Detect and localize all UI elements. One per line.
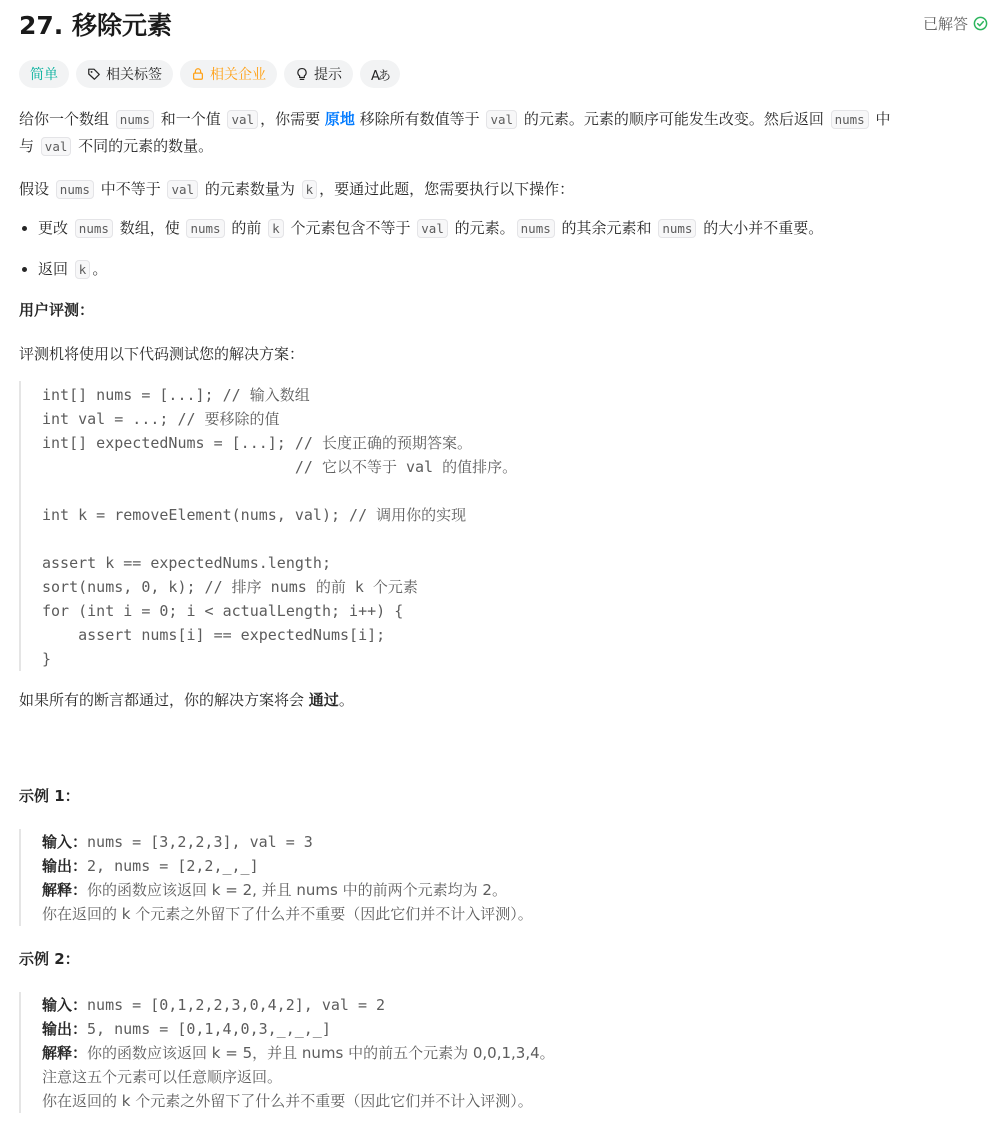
solved-status	[923, 13, 988, 34]
companies-tag[interactable]	[180, 60, 277, 88]
input-value: nums = [3,2,2,3], val = 3	[87, 833, 313, 851]
text: 如果所有的断言都通过，你的解决方案将会	[19, 691, 305, 709]
inline-code: nums	[658, 219, 696, 238]
description-paragraph-2	[19, 176, 987, 203]
title-row	[19, 0, 987, 48]
explain-line: 你的函数应该返回 k = 5，并且 nums 中的前五个元素为 0,0,1,3,4。	[87, 1044, 555, 1062]
example-output	[42, 1017, 987, 1041]
example-1-block	[19, 829, 987, 926]
inline-code: nums	[831, 110, 869, 129]
text: ，你需要	[260, 110, 321, 128]
text: 数组，使	[119, 219, 180, 237]
output-label: 输出：	[42, 857, 88, 875]
text: 的元素。元素的顺序可能发生改变。然后返回	[523, 110, 824, 128]
example-input	[42, 993, 987, 1017]
inline-code: nums	[186, 219, 224, 238]
topics-label: 相关标签	[106, 67, 162, 83]
difficulty-tag[interactable]	[19, 60, 69, 88]
example-explanation-line: 你在返回的 k 个元素之外留下了什么并不重要（因此它们并不计入评测）。	[42, 905, 533, 923]
lock-icon	[191, 67, 205, 81]
text: 。	[92, 260, 108, 278]
input-value: nums = [0,1,2,2,3,0,4,2], val = 2	[87, 996, 386, 1014]
judge-code-block: int[] nums = [...]; // 输入数组 int val = ...; // 要移除的值 int[] expectedNums = [...]; // 长度正确的预期答案。 // 它以不等于 val 的值排序。 int k = removeElement(nums, val); // 调用你的实现 assert k == expectedNums.length; sort(nums, 0, k); // 排序 nums 的前 k 个元素 for (int i = 0; i < actualLength; i++) { assert nums[i] == expectedNums[i]; }	[19, 381, 987, 671]
text: 中	[875, 110, 891, 128]
text: 的元素数量为	[204, 180, 295, 198]
inline-code: nums	[56, 180, 94, 199]
text: 。	[338, 691, 354, 709]
text: ，要通过此题，您需要执行以下操作：	[319, 180, 575, 198]
text: 移除所有数值等于	[359, 110, 480, 128]
inline-code: nums	[517, 219, 555, 238]
companies-label: 相关企业	[210, 67, 266, 83]
example-2-block	[19, 992, 987, 1113]
text: 返回	[38, 260, 69, 278]
input-label: 输入：	[42, 833, 88, 851]
difficulty-label: 简单	[30, 67, 58, 83]
inline-code: k	[75, 260, 91, 279]
description-paragraph-1	[19, 106, 987, 160]
example-explanation	[42, 1041, 987, 1065]
example-output	[42, 854, 987, 878]
hint-tag[interactable]	[284, 60, 353, 88]
pass-emphasis: 通过	[308, 691, 339, 709]
output-value: 2, nums = [2,2,_,_]	[87, 857, 259, 875]
requirements-list	[19, 215, 987, 283]
text: 中不等于	[100, 180, 161, 198]
emphasis-text: 原地	[324, 110, 355, 128]
text: 假设	[19, 180, 50, 198]
inline-code: val	[167, 180, 198, 199]
lightbulb-icon	[295, 67, 309, 81]
translate-tag[interactable]	[360, 60, 400, 88]
inline-code: nums	[75, 219, 113, 238]
solved-label: 已解答	[922, 15, 968, 33]
example-explanation-line: 你在返回的 k 个元素之外留下了什么并不重要（因此它们并不计入评测）。	[42, 1092, 533, 1110]
hint-label: 提示	[314, 67, 342, 83]
text: 的其余元素和	[561, 219, 652, 237]
tag-bar	[19, 60, 987, 90]
text: 与	[19, 137, 35, 155]
example-input	[42, 830, 987, 854]
inline-code: nums	[116, 110, 154, 129]
text: 更改	[38, 219, 69, 237]
text: 的前	[231, 219, 262, 237]
text: 的元素。	[454, 219, 515, 237]
text: 给你一个数组	[19, 110, 110, 128]
inline-code: val	[227, 110, 258, 129]
example-1-title: 示例 1：	[19, 787, 80, 805]
check-circle-icon	[973, 16, 988, 31]
text: 不同的元素的数量。	[78, 137, 214, 155]
list-item	[38, 215, 987, 242]
explain-label: 解释：	[42, 1044, 88, 1062]
output-label: 输出：	[42, 1020, 88, 1038]
problem-description	[19, 0, 987, 1113]
judge-intro: 评测机将使用以下代码测试您的解决方案：	[19, 345, 305, 363]
inline-code: val	[417, 219, 448, 238]
explain-line: 你的函数应该返回 k = 2, 并且 nums 中的前两个元素均为 2。	[87, 881, 507, 899]
explain-label: 解释：	[42, 881, 88, 899]
text: 的大小并不重要。	[703, 219, 824, 237]
text: 个元素包含不等于	[290, 219, 411, 237]
inline-code: val	[486, 110, 517, 129]
page-title[interactable]: 27. 移除元素	[19, 11, 172, 40]
inline-code: val	[41, 137, 72, 156]
example-explanation	[42, 878, 987, 902]
pass-paragraph	[19, 687, 987, 713]
list-item	[38, 256, 987, 283]
input-label: 输入：	[42, 996, 88, 1014]
inline-code: k	[268, 219, 284, 238]
translate-icon: Aあ	[371, 68, 389, 84]
text: 和一个值	[160, 110, 221, 128]
user-judge-heading: 用户评测：	[19, 301, 95, 319]
example-explanation-line: 注意这五个元素可以任意顺序返回。	[42, 1068, 283, 1086]
topics-tag[interactable]	[76, 60, 173, 88]
example-2-title: 示例 2：	[19, 950, 80, 968]
output-value: 5, nums = [0,1,4,0,3,_,_,_]	[87, 1020, 331, 1038]
inline-code: k	[302, 180, 318, 199]
tag-icon	[87, 67, 101, 81]
